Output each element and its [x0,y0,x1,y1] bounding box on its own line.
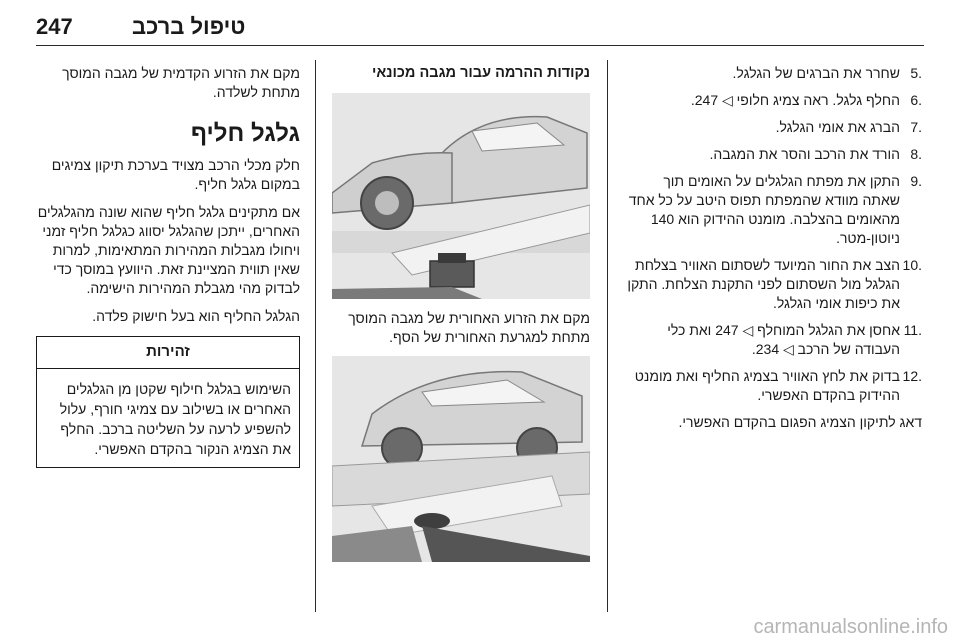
step-item: .10 הצב את החור המיועד לשסתום האוויר בצלחת הגלגל מול השסתום לפני התקנת הצלחת. התקן את כיפות אומי הגלגל. [627,257,922,311]
page-header [0,0,960,48]
step-item: .7 הברג את אומי הגלגל. [775,119,922,135]
caution-box [36,336,300,468]
page-number: 247 [36,14,73,39]
figure1-caption: מקם את הזרוע האחורית של מגבה המוסך מתחת למגרעת האחורית של הסף. [348,310,590,345]
lifting-points-heading: נקודות ההרמה עבור מגבה מכונאי [372,65,590,81]
right-column [624,64,922,441]
section-title: טיפול ברכב [132,14,246,39]
column-divider-right [607,60,608,612]
header-divider [36,45,924,46]
spare-wheel-paragraph-1: חלק מכלי הרכב מצויד בערכת תיקון צמיגים במקום גלגל חליף. [51,157,300,192]
spare-wheel-paragraph-2: אם מתקינים גלגל חליף שהוא שונה מהגלגלים האחרים, ייתכן שהגלגל יסווג כגלגל חליף זמני ויחולו מגבלות המהירות המתאימות, למרות שאין תווית המציינת זאת. היוועץ במוסך כדי לבדוק מהי מגבלת המהירות הישימה. [37,204,300,296]
spare-wheel-title: גלגל חליף [190,120,300,147]
jack-front-instruction: מקם את הזרוע הקדמית של מגבה המוסך מתחת לשלדה. [62,65,300,100]
column-divider-left [315,60,316,612]
closing-text: דאג לתיקון הצמיג הפגום בהקדם האפשרי. [678,414,922,430]
step-item: .9 התקן את מפתח הגלגלים על האומים תוך שאתה מוודא שהמפתח תפוס היטב על כל אחד מהאומים בהצלבה. מומנט ההידוק הוא 140 ניוטון-מטר. [628,173,922,246]
procedure-steps [624,64,922,405]
step-item: .8 הורד את הרכב והסר את המגבה. [709,146,922,162]
figure-rear-jack-point [332,356,590,562]
step-item: .6 החלף גלגל. ראה צמיג חלופי ◁ 247. [690,92,922,108]
left-column [36,64,300,468]
caution-title: זהירות [37,337,299,369]
step-item: .11 אחסן את הגלגל המוחלף ◁ 247 ואת כלי העבודה של הרכב ◁ 234. [667,322,922,357]
figure-front-jack-point [332,93,590,299]
spare-wheel-paragraph-3: הגלגל החליף הוא בעל חישוק פלדה. [92,308,300,324]
step-item: .5 שחרר את הברגים של הגלגל. [732,65,922,81]
step-item: .12 בדוק את לחץ האוויר בצמיג החליף ואת מומנט ההידוק בהקדם האפשרי. [634,368,922,403]
caution-body: השימוש בגלגל חילוף שקטן מן הגלגלים האחרים או בשילוב עם צמיגי חורף, עלול להשפיע לרעה על השליטה ברכב. החלף את הצמיג הנקור בהקדם האפשרי. [59,381,291,457]
watermark: carmanualsonline.info [753,616,948,638]
middle-column [332,64,590,572]
